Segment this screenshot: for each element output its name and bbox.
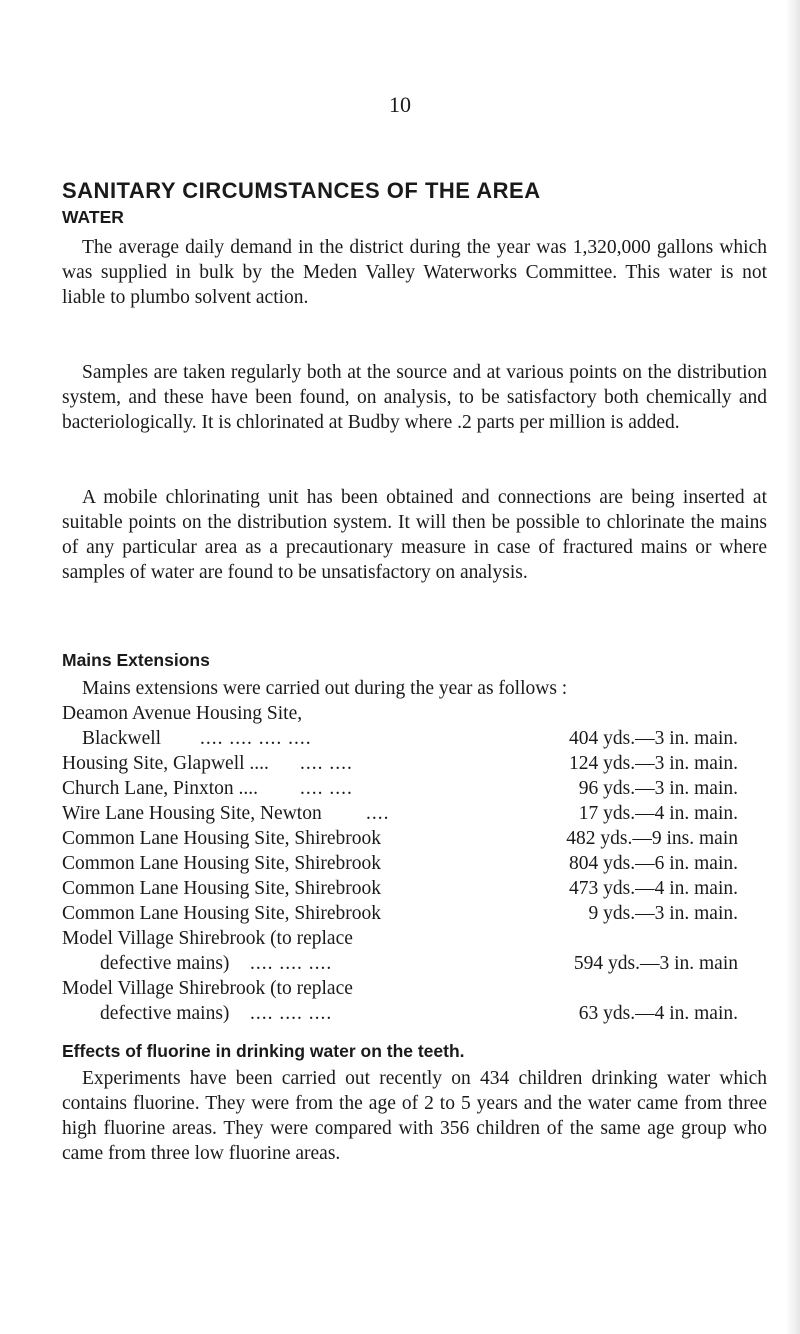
entry-label: Common Lane Housing Site, Shirebrook [62, 903, 382, 924]
mains-extensions-heading: Mains Extensions [62, 650, 210, 670]
leader-dots: .... [366, 803, 390, 824]
entry-label: Common Lane Housing Site, Shirebrook [62, 853, 382, 874]
entry-label: Wire Lane Housing Site, Newton [62, 803, 322, 824]
entry-value: 96 yds.—3 in. main. [578, 778, 738, 799]
entry-label: Model Village Shirebrook (to replace [62, 928, 353, 949]
entry-label: defective mains) [100, 953, 230, 974]
entry-label: defective mains) [100, 1003, 230, 1024]
entry-label: Housing Site, Glapwell .... [62, 753, 269, 774]
entry-label: Model Village Shirebrook (to replace [62, 978, 353, 999]
entry-label: Common Lane Housing Site, Shirebrook [62, 878, 382, 899]
entry-label: Church Lane, Pinxton .... [62, 778, 259, 799]
page-title: SANITARY CIRCUMSTANCES OF THE AREA [62, 178, 541, 203]
leader-dots: .... .... .... [250, 953, 333, 974]
entry-value: 804 yds.—6 in. main. [569, 853, 738, 874]
page-edge-shadow [786, 0, 800, 1334]
entry-label: Common Lane Housing Site, Shirebrook [62, 828, 382, 849]
fluorine-heading: Effects of fluorine in drinking water on the teeth. [62, 1041, 465, 1061]
fluorine-paragraph: Experiments have been carried out recently on 434 children drinking water which contains fluorine. They were from the age of 2 to 5 years and the water came from three high fluorine areas. They were compared with 356 children of the same age group who came from three low fluorine areas. [62, 1068, 767, 1164]
entry-value: 17 yds.—4 in. main. [578, 803, 738, 824]
leader-dots: .... .... [300, 753, 353, 774]
entry-value: 124 yds.—3 in. main. [569, 753, 738, 774]
entry-value: 594 yds.—3 in. main [573, 953, 738, 974]
water-paragraph-2: Samples are taken regularly both at the source and at various points on the distribution system, and these have been found, on analysis, to be satisfactory both chemically and bacteriologically. It is chlorinated at Budby where .2 parts per million is added. [62, 362, 767, 433]
water-paragraph-3: A mobile chlorinating unit has been obtained and connections are being inserted at suitable points on the distribution system. It will then be possible to chlorinate the mains of any particular area as a precautionary measure in case of fractured mains or where samples of water are found to be unsatisfactory on analysis. [62, 487, 767, 583]
entry-value: 9 yds.—3 in. main. [588, 903, 738, 924]
leader-dots: .... .... .... .... [200, 728, 312, 749]
water-heading: WATER [62, 207, 124, 227]
entry-label: Deamon Avenue Housing Site, [62, 703, 303, 724]
entry-value: 404 yds.—3 in. main. [569, 728, 738, 749]
entry-value: 63 yds.—4 in. main. [578, 1003, 738, 1024]
leader-dots: .... .... [300, 778, 353, 799]
entry-value: 482 yds.—9 ins. main [566, 828, 738, 849]
page-number: 10 [389, 92, 411, 117]
entry-label: Blackwell [82, 728, 162, 749]
water-paragraph-1: The average daily demand in the district during the year was 1,320,000 gallons which was supplied in bulk by the Meden Valley Waterworks Committee. This water is not liable to plumbo solvent action. [62, 237, 767, 308]
leader-dots: .... .... .... [250, 1003, 333, 1024]
mains-intro-text: Mains extensions were carried out during the year as follows : [82, 678, 568, 699]
entry-value: 473 yds.—4 in. main. [569, 878, 738, 899]
